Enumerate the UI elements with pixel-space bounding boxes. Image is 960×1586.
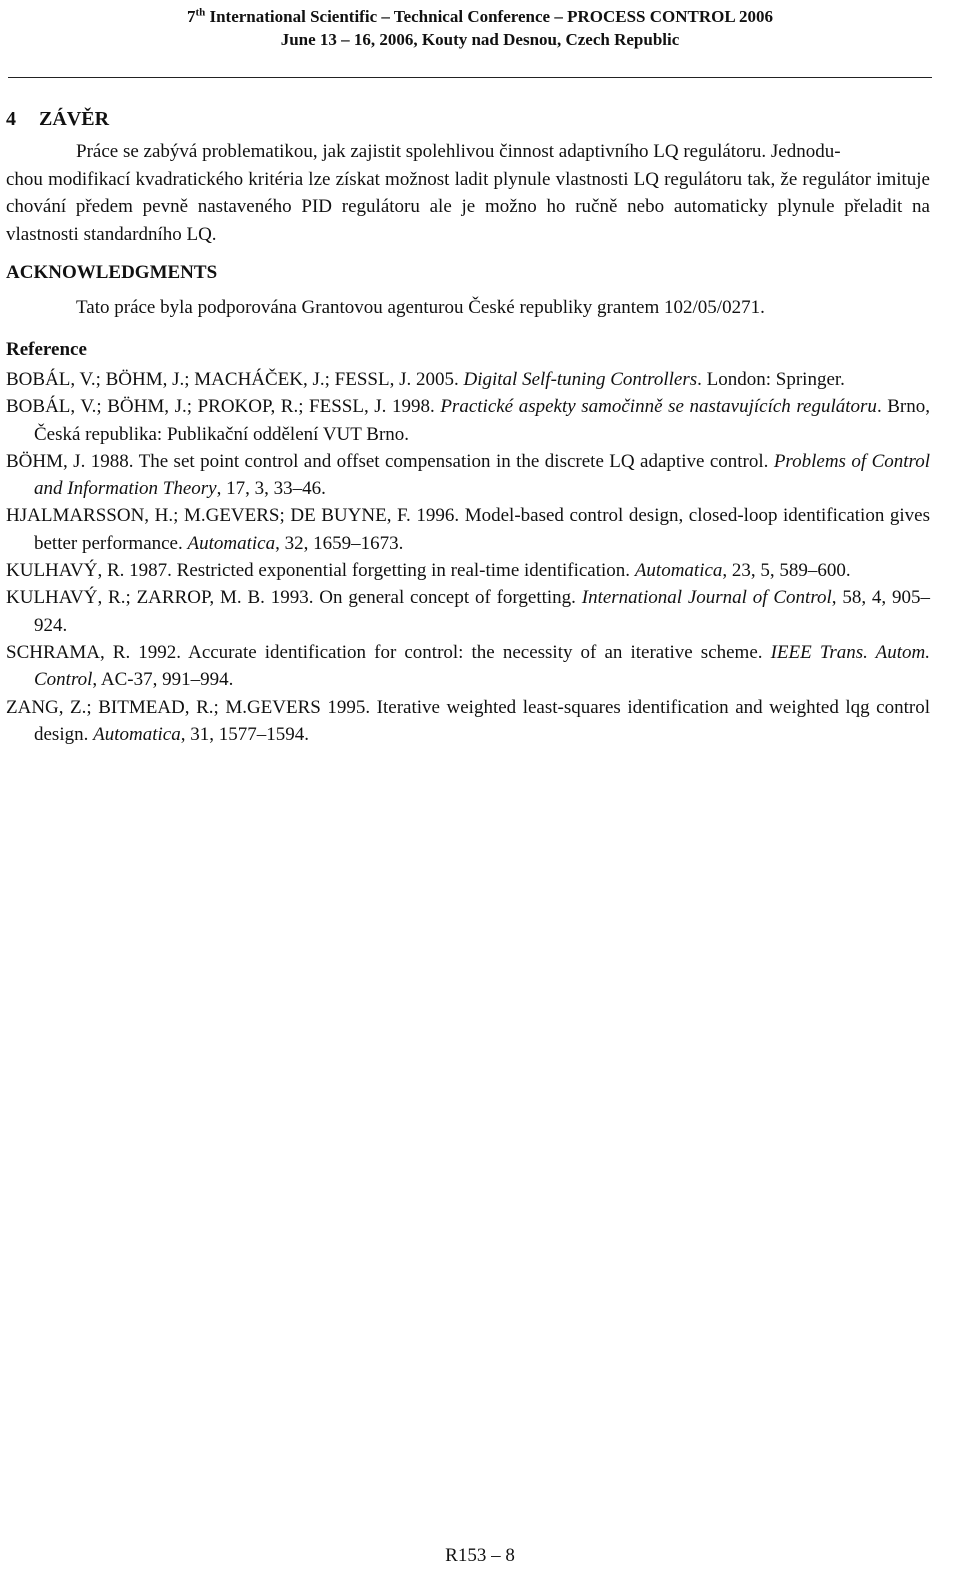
- header-conference-name: International Scientific – Technical Conference – PROCESS CONTROL 2006: [205, 7, 774, 26]
- section-title: ZÁVĚR: [39, 108, 110, 130]
- reference-text: BÖHM, J. 1988. The set point control and offset compensation in the discrete LQ adaptive control.: [6, 450, 774, 472]
- reference-details: , 58, 4, 905–924.: [34, 587, 931, 636]
- reference-text: HJALMARSSON, H.; M.GEVERS; DE BUYNE, F. 1996. Model-based control design, closed-loop identification gives better performance.: [6, 505, 930, 554]
- header-line-1: [0, 5, 960, 28]
- header-ordinal-suffix: th: [195, 6, 206, 19]
- reference-title: Practické aspekty samočinně se nastavujících regulátoru: [440, 396, 877, 418]
- header-rule: [8, 77, 932, 78]
- section-paragraph: [6, 138, 930, 248]
- reference-item: [6, 557, 930, 584]
- acknowledgments-heading: ACKNOWLEDGMENTS: [6, 262, 218, 283]
- reference-item: [6, 584, 930, 639]
- reference-title: International Journal of Control: [581, 587, 832, 609]
- reference-title: IEEE Trans. Autom. Control: [34, 641, 930, 691]
- reference-text: SCHRAMA, R. 1992. Accurate identification for control: the necessity of an iterative scheme.: [6, 641, 771, 663]
- reference-title: Digital Self-tuning Controllers: [463, 369, 698, 390]
- page-number: R153 – 8: [445, 1545, 515, 1566]
- reference-item: [6, 448, 930, 503]
- reference-details: , 17, 3, 33–46.: [216, 478, 326, 500]
- header-line-2: June 13 – 16, 2006, Kouty nad Desnou, Czech Republic: [280, 30, 680, 49]
- reference-title: Automatica: [93, 723, 181, 745]
- reference-item: [6, 639, 930, 694]
- reference-text: ZANG, Z.; BITMEAD, R.; M.GEVERS 1995. Iterative weighted least-squares identification and weighted lqg control design.: [6, 696, 930, 745]
- reference-text: KULHAVÝ, R.; ZARROP, M. B. 1993. On general concept of forgetting.: [6, 587, 582, 609]
- section-heading: [6, 100, 930, 138]
- reference-item: [6, 694, 930, 749]
- reference-list: [6, 366, 930, 748]
- reference-details: . Brno, Česká republika: Publikační oddělení VUT Brno.: [34, 396, 931, 445]
- page-content: [6, 100, 930, 748]
- reference-details: . London: Springer.: [697, 369, 845, 390]
- reference-title: Problems of Control and Information Theory: [34, 450, 930, 500]
- reference-text: BOBÁL, V.; BÖHM, J.; PROKOP, R.; FESSL, J. 1998.: [6, 396, 441, 418]
- conference-header: [0, 0, 960, 51]
- reference-item: [6, 366, 930, 393]
- paragraph-first-line: Práce se zabývá problematikou, jak zajistit spolehlivou činnost adaptivního LQ regulátoru. Jednodu-: [76, 141, 841, 162]
- reference-item: [6, 502, 930, 557]
- reference-text: BOBÁL, V.; BÖHM, J.; MACHÁČEK, J.; FESSL, J. 2005.: [6, 369, 464, 390]
- reference-details: , AC-37, 991–994.: [92, 669, 234, 691]
- reference-item: [6, 393, 930, 448]
- references-heading: Reference: [6, 339, 87, 360]
- paragraph-rest: chou modifikací kvadratického kritéria lze získat možnost ladit plynule vlastnosti LQ regulátoru tak, že regulátor imituje chování předem pevně nastaveného PID regulátoru ale je možno ho ručně nebo automaticky plynule přeladit na vlastnosti standardního LQ.: [6, 168, 930, 245]
- section-number: 4: [6, 108, 16, 130]
- header-ordinal: 7: [186, 7, 196, 26]
- reference-title: Automatica: [634, 560, 723, 582]
- reference-text: KULHAVÝ, R. 1987. Restricted exponential forgetting in real-time identification.: [6, 560, 635, 582]
- reference-title: Automatica: [187, 532, 276, 554]
- reference-details: , 23, 5, 589–600.: [722, 560, 851, 582]
- reference-details: , 32, 1659–1673.: [275, 532, 404, 554]
- reference-details: , 31, 1577–1594.: [180, 723, 309, 745]
- acknowledgments-text: Tato práce byla podporována Grantovou agenturou České republiky grantem 102/05/0271.: [76, 297, 765, 318]
